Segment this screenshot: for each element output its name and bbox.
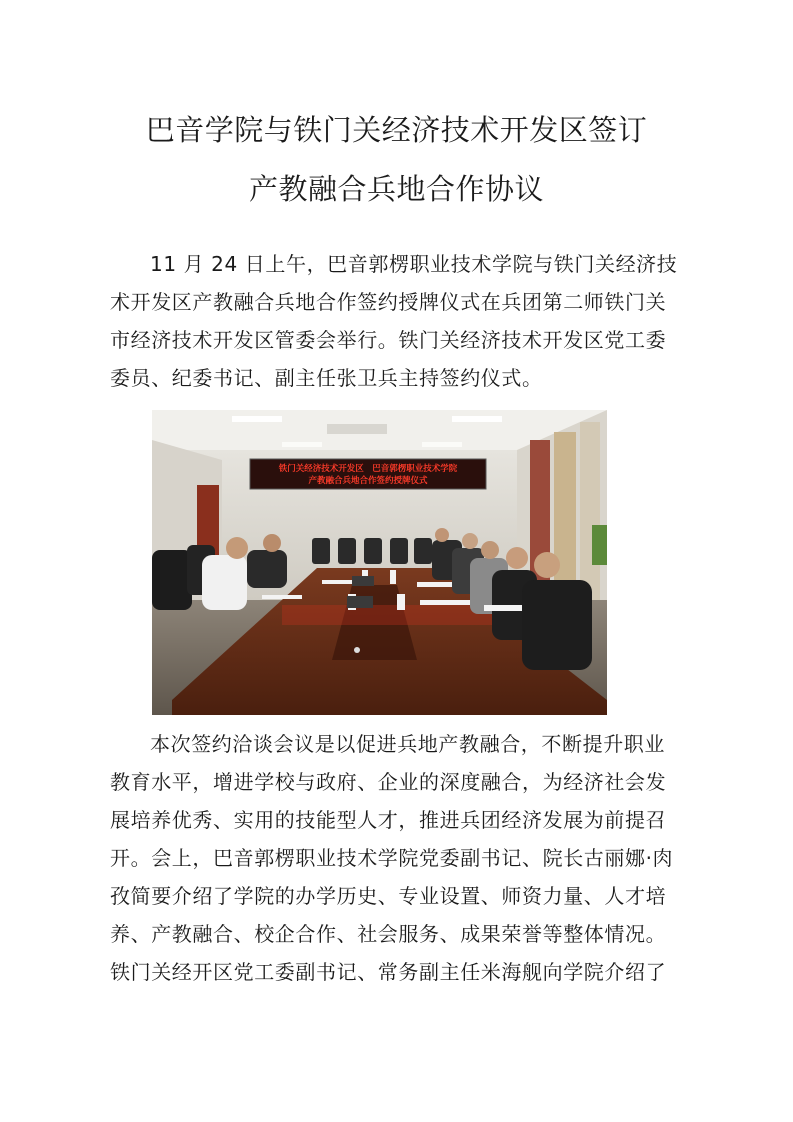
paragraph-2-line: 教育水平，增进学校与政府、企业的深度融合，为经济社会发 [110,770,667,794]
paragraph-2-line: 本次签约洽谈会议是以促进兵地产教融合，不断提升职业 [150,732,665,756]
paragraph-2 [110,725,690,991]
paragraph-1-line: 委员、纪委书记、副主任张卫兵主持签约仪式。 [110,366,543,390]
paragraph-1-line: 术开发区产教融合兵地合作签约授牌仪式在兵团第二师铁门关 [110,290,667,314]
document-title-line-2: 产教融合兵地合作协议 [248,172,544,206]
led-banner-line-2: 产教融合兵地合作签约授牌仪式 [308,476,428,486]
paragraph-2-line: 孜简要介绍了学院的办学历史、专业设置、师资力量、人才培 [110,884,667,908]
document-title-line-1: 巴音学院与铁门关经济技术开发区签订 [145,113,648,147]
paragraph-2-line: 展培养优秀、实用的技能型人才，推进兵团经济发展为前提召 [110,808,667,832]
meeting-photo [152,410,607,715]
paragraph-2-line: 铁门关经开区党工委副书记、常务副主任米海舰向学院介绍了 [110,960,667,984]
led-banner-line-1: 铁门关经济技术开发区 巴音郭楞职业技术学院 [278,464,458,474]
paragraph-1-line: 市经济技术开发区管委会举行。铁门关经济技术开发区党工委 [110,328,667,352]
paragraph-2-line: 养、产教融合、校企合作、社会服务、成果荣誉等整体情况。 [110,922,667,946]
paragraph-2-line: 开。会上，巴音郭楞职业技术学院党委副书记、院长古丽娜·肉 [110,846,674,870]
paragraph-1 [110,245,690,397]
paragraph-1-line: 11 月 24 日上午，巴音郭楞职业技术学院与铁门关经济技 [150,252,678,276]
